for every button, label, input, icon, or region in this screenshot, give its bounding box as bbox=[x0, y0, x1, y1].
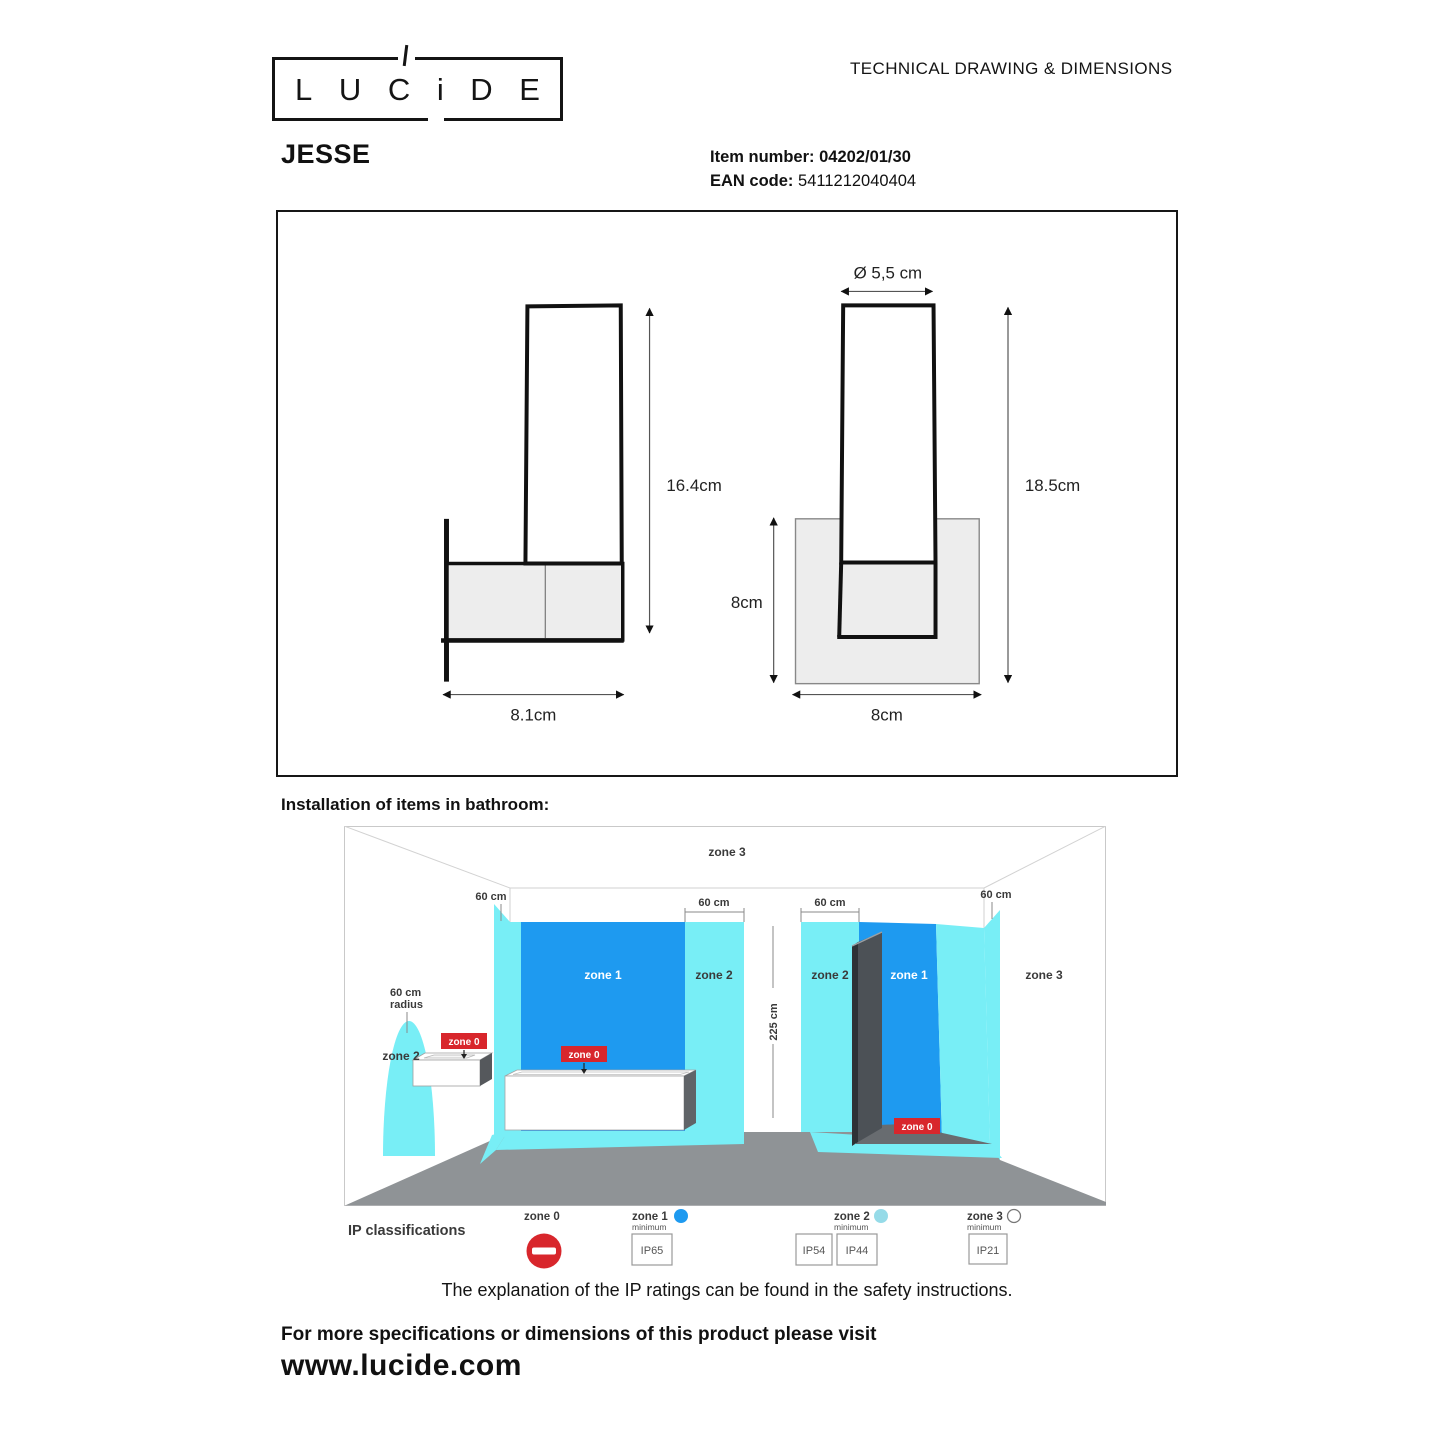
radius-label-line2: radius bbox=[390, 999, 424, 1011]
radius-label-line1: 60 cm bbox=[390, 987, 422, 999]
side-height-label: 16.4cm bbox=[666, 476, 722, 496]
shower-panel-edge bbox=[852, 942, 858, 1146]
bathtub-rim bbox=[505, 1070, 696, 1076]
logo-letter: i bbox=[436, 71, 444, 107]
item-number-row bbox=[710, 145, 916, 169]
zone2-left-label: zone 2 bbox=[695, 968, 733, 982]
legend-zone3-name: zone 3 bbox=[967, 1211, 1003, 1223]
ip21-label: IP21 bbox=[976, 1245, 1000, 1257]
bathroom-zones-diagram bbox=[344, 826, 1106, 1270]
ip54-label: IP54 bbox=[802, 1245, 826, 1257]
logo-letter: D bbox=[470, 71, 493, 107]
bathroom-zones-svg bbox=[344, 826, 1106, 1270]
product-name: JESSE bbox=[281, 139, 371, 169]
document-title: TECHNICAL DRAWING & DIMENSIONS bbox=[850, 59, 1173, 78]
washbasin-bowl bbox=[424, 1055, 475, 1058]
ip-legend bbox=[348, 1209, 1021, 1269]
zone3-circle-icon bbox=[1008, 1210, 1021, 1223]
legend-zone2-minimum: minimum bbox=[834, 1222, 869, 1232]
no-entry-icon bbox=[527, 1234, 562, 1269]
zone2-dot-icon bbox=[874, 1209, 888, 1223]
no-entry-bar bbox=[532, 1248, 556, 1255]
dim-60cm-mid-right: 60 cm bbox=[814, 897, 846, 909]
ean-label: EAN code: bbox=[710, 172, 794, 190]
logo-letter: C bbox=[387, 71, 411, 107]
zone1-dot-icon bbox=[674, 1209, 688, 1223]
website-link[interactable]: www.lucide.com bbox=[281, 1349, 522, 1382]
zone2-wall-right bbox=[801, 922, 859, 1132]
item-number-label: Item number: bbox=[710, 148, 815, 166]
ip-explanation-note: The explanation of the IP ratings can be found in the safety instructions. bbox=[441, 1280, 1013, 1300]
logo-letter: U bbox=[338, 71, 362, 107]
lamp-tube-front bbox=[841, 305, 935, 562]
legend-zone3-minimum: minimum bbox=[967, 1222, 1002, 1232]
base-height-label: 8cm bbox=[730, 593, 763, 613]
logo-letter: E bbox=[519, 71, 540, 107]
legend-zone1-name: zone 1 bbox=[632, 1211, 668, 1223]
front-view-drawing bbox=[731, 264, 1080, 725]
ip65-label: IP65 bbox=[640, 1245, 664, 1257]
lucide-logo bbox=[272, 57, 563, 121]
dim-60cm-right: 60 cm bbox=[980, 889, 1012, 901]
diameter-label: Ø 5,5 cm bbox=[853, 263, 923, 283]
zone1-left-label: zone 1 bbox=[584, 968, 622, 982]
legend-zone0-name: zone 0 bbox=[524, 1211, 560, 1223]
zone1-right-label: zone 1 bbox=[890, 968, 928, 982]
lamp-base-side bbox=[447, 564, 623, 640]
logo-border-gap bbox=[428, 116, 444, 122]
ean-row bbox=[710, 169, 916, 193]
side-view-drawing bbox=[441, 305, 722, 724]
front-height-label: 18.5cm bbox=[1024, 476, 1081, 496]
product-identifiers bbox=[710, 145, 916, 193]
side-width-label: 8.1cm bbox=[510, 705, 557, 725]
footer-text: For more specifications or dimensions of this product please visit bbox=[281, 1324, 877, 1345]
zone0-tag-bathtub-label: zone 0 bbox=[568, 1050, 600, 1061]
technical-drawing bbox=[278, 212, 1176, 775]
bathtub bbox=[505, 1070, 696, 1130]
zone2-right-label: zone 2 bbox=[811, 968, 849, 982]
zone3-right-label: zone 3 bbox=[1025, 968, 1063, 982]
dim-60cm-mid-left: 60 cm bbox=[698, 897, 730, 909]
lamp-tube-side bbox=[525, 305, 621, 563]
zone0-tag-shower-label: zone 0 bbox=[901, 1122, 933, 1133]
dim-225cm-label: 225 cm bbox=[768, 1003, 780, 1041]
ean-value: 5411212040404 bbox=[798, 172, 917, 190]
technical-drawing-panel bbox=[276, 210, 1178, 777]
zone0-tag-washbasin-label: zone 0 bbox=[448, 1037, 480, 1048]
item-number-value: 04202/01/30 bbox=[819, 148, 911, 166]
washbasin bbox=[413, 1053, 492, 1086]
bathtub-front bbox=[505, 1076, 684, 1130]
tube-lower-left-edge bbox=[839, 563, 841, 637]
dim-60cm-left: 60 cm bbox=[475, 891, 507, 903]
ip-legend-title: IP classifications bbox=[348, 1223, 466, 1239]
zone2-corner-strip-back-right bbox=[936, 924, 990, 1144]
base-width-label: 8cm bbox=[870, 705, 903, 725]
zone2-dome-label: zone 2 bbox=[382, 1049, 420, 1063]
bathtub-side bbox=[684, 1070, 696, 1130]
legend-zone1-minimum: minimum bbox=[632, 1222, 667, 1232]
shower-panel bbox=[858, 932, 882, 1142]
logo-letter: L bbox=[295, 71, 313, 107]
zone3-ceiling-label: zone 3 bbox=[708, 845, 746, 859]
ip44-label: IP44 bbox=[845, 1245, 869, 1257]
legend-zone2-name: zone 2 bbox=[834, 1211, 870, 1223]
washbasin-front bbox=[413, 1060, 480, 1086]
footer bbox=[281, 1324, 876, 1383]
bathroom-section-title: Installation of items in bathroom: bbox=[281, 795, 550, 814]
